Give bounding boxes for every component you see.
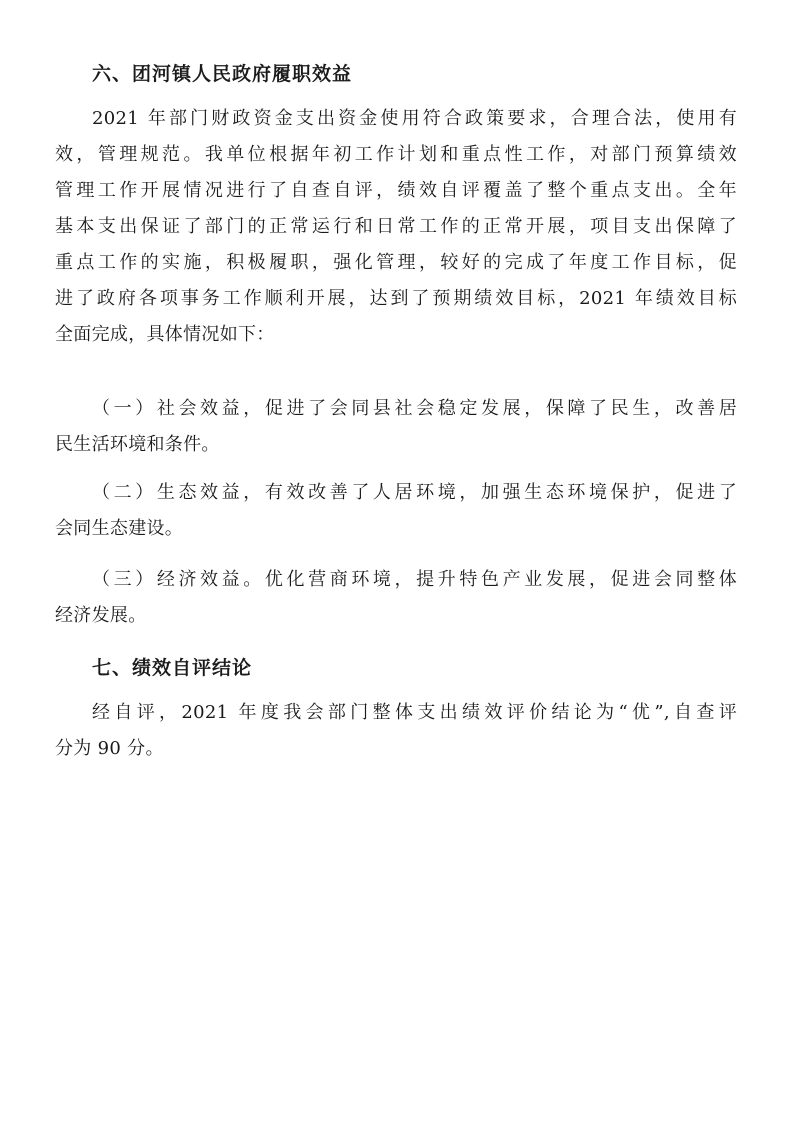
paragraph-line: 全面完成，具体情况如下： bbox=[55, 324, 275, 345]
paragraph-social-benefits bbox=[55, 391, 737, 463]
section-heading-performance-benefits: 六、团河镇人民政府履职效益 bbox=[92, 63, 353, 85]
paragraph-line: 经济发展。 bbox=[55, 605, 147, 626]
paragraph-line: （二）生态效益，有效改善了人居环境，加强生态环境保护，促进了 bbox=[92, 482, 737, 503]
paragraph-line: 重点工作的实施，积极履职，强化管理，较好的完成了年度工作目标，促 bbox=[55, 252, 737, 273]
section-heading-self-evaluation-conclusion: 七、绩效自评结论 bbox=[92, 657, 253, 679]
paragraph-evaluation-result bbox=[55, 695, 737, 767]
paragraph-line: 民生活环境和条件。 bbox=[55, 434, 220, 455]
paragraph-line: 管理工作开展情况进行了自查自评，绩效自评覆盖了整个重点支出。全年 bbox=[55, 180, 737, 201]
paragraph-line: 效，管理规范。我单位根据年初工作计划和重点性工作，对部门预算绩效 bbox=[55, 144, 737, 165]
paragraph-line: （三）经济效益。优化营商环境，提升特色产业发展，促进会同整体 bbox=[92, 569, 737, 590]
paragraph-line: 进了政府各项事务工作顺利开展，达到了预期绩效目标，2021 年绩效目标 bbox=[55, 288, 737, 309]
paragraph-line: （一）社会效益，促进了会同县社会稳定发展，保障了民生，改善居 bbox=[92, 398, 737, 419]
paragraph-economic-benefits bbox=[55, 562, 737, 634]
paragraph-line: 经自评，2021 年度我会部门整体支出绩效评价结论为“优”,自查评 bbox=[92, 702, 737, 723]
paragraph-line: 基本支出保证了部门的正常运行和日常工作的正常开展，项目支出保障了 bbox=[55, 216, 737, 237]
paragraph-line: 会同生态建设。 bbox=[55, 518, 184, 539]
paragraph-ecological-benefits bbox=[55, 475, 737, 547]
paragraph-line: 2021 年部门财政资金支出资金使用符合政策要求，合理合法，使用有 bbox=[92, 108, 737, 129]
paragraph-fund-usage-summary bbox=[55, 101, 737, 353]
paragraph-line: 分为 90 分。 bbox=[55, 738, 164, 759]
